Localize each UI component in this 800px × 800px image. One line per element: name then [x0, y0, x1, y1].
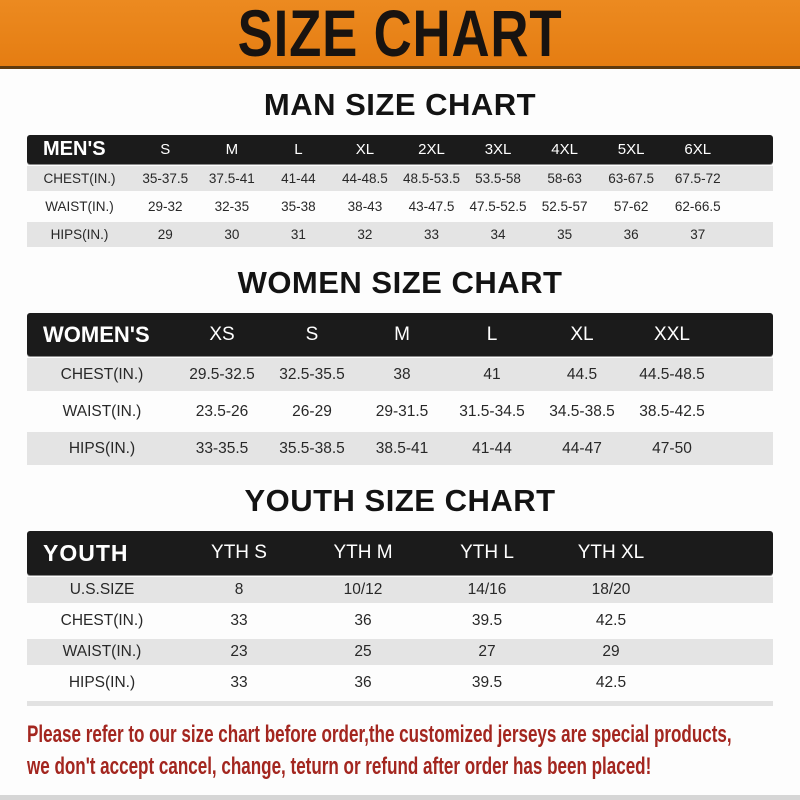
size-cell: 34.5-38.5: [549, 402, 615, 420]
size-column-header: 6XL: [684, 141, 712, 158]
size-column-header: YTH M: [333, 542, 393, 563]
size-cell: 47.5-52.5: [469, 199, 527, 214]
size-cell: 39.5: [471, 612, 503, 629]
size-column-header: XL: [355, 141, 375, 158]
table-header-label: MEN'S: [43, 138, 106, 160]
size-column-header: S: [160, 141, 171, 158]
size-column-header: 5XL: [617, 141, 645, 158]
size-cell: 30: [224, 227, 240, 242]
size-column-header: 2XL: [418, 141, 445, 158]
youth-section-title: YOUTH SIZE CHART: [244, 483, 556, 518]
size-column-header: XL: [570, 323, 594, 345]
size-cell: 35: [557, 227, 573, 242]
size-cell: 36: [354, 612, 372, 629]
size-cell: 67.5-72: [674, 171, 721, 186]
table-row: [27, 577, 773, 603]
footer-line-2: we don't accept cancel, change, teturn or refund after order has been placed!: [27, 753, 652, 780]
women-size-chart-section: [27, 266, 773, 465]
row-label: U.S.SIZE: [69, 581, 135, 598]
table-header-label: WOMEN'S: [43, 321, 150, 347]
row-label: WAIST(IN.): [62, 402, 142, 420]
size-cell: 14/16: [467, 581, 507, 598]
size-cell: 41: [483, 365, 501, 383]
row-label: CHEST(IN.): [60, 612, 144, 629]
size-cell: 48.5-53.5: [402, 171, 461, 186]
row-label: CHEST(IN.): [60, 365, 144, 383]
size-cell: 34: [490, 227, 506, 242]
size-column-header: YTH S: [211, 542, 267, 563]
size-cell: 35-38: [281, 199, 316, 214]
row-label: HIPS(IN.): [50, 227, 109, 242]
size-cell: 37.5-41: [208, 171, 255, 186]
size-cell: 63-67.5: [608, 171, 655, 186]
row-label: HIPS(IN.): [68, 674, 136, 691]
table-header-band: [27, 313, 773, 356]
table-header-band: [27, 531, 773, 575]
table-header-label: YOUTH: [43, 539, 129, 566]
size-cell: 33-35.5: [195, 439, 249, 457]
size-cell: 29.5-32.5: [189, 365, 255, 383]
size-cell: 27: [478, 643, 496, 660]
size-cell: 57-62: [613, 199, 649, 214]
table-row: [27, 670, 773, 696]
row-label: WAIST(IN.): [62, 643, 142, 660]
size-column-header: S: [305, 323, 319, 345]
man-size-chart-section: [27, 88, 773, 247]
row-label: WAIST(IN.): [45, 199, 114, 214]
size-cell: 23: [230, 643, 248, 660]
size-cell: 26-29: [292, 402, 332, 420]
size-cell: 29-32: [148, 199, 183, 214]
size-column-header: 3XL: [484, 141, 512, 158]
size-column-header: L: [486, 323, 498, 345]
size-cell: 44.5: [566, 365, 598, 383]
size-cell: 58-63: [547, 171, 582, 186]
size-cell: 8: [234, 581, 244, 598]
row-label: CHEST(IN.): [43, 171, 116, 186]
man-section-title: MAN SIZE CHART: [263, 87, 537, 122]
table-rows: [27, 577, 773, 706]
size-cell: 42.5: [595, 612, 627, 629]
size-cell: 43-47.5: [408, 199, 455, 214]
table-row: [27, 432, 773, 465]
youth-size-chart-section: [27, 484, 773, 706]
size-cell: 44-47: [562, 439, 602, 457]
size-cell: 41-44: [472, 439, 512, 457]
size-cell: 32: [357, 227, 373, 242]
size-column-header: YTH L: [460, 542, 514, 563]
banner-title: SIZE CHART: [237, 0, 563, 70]
size-cell: 36: [623, 227, 639, 242]
table-rows: [27, 358, 773, 465]
size-cell: 18/20: [591, 581, 631, 598]
size-cell: 37: [690, 227, 706, 242]
size-cell: 23.5-26: [195, 402, 249, 420]
size-column-header: XS: [209, 323, 235, 345]
size-cell: 33: [230, 674, 248, 691]
size-cell: 32.5-35.5: [279, 365, 345, 383]
size-cell: 44.5-48.5: [639, 365, 705, 383]
footer-line-1: Please refer to our size chart before order,the customized jerseys are special products,: [27, 721, 732, 748]
size-cell: 41-44: [281, 171, 316, 186]
row-label: HIPS(IN.): [68, 439, 136, 457]
size-cell: 29: [602, 643, 620, 660]
size-cell: 31: [290, 227, 306, 242]
size-cell: 62-66.5: [674, 199, 721, 214]
size-cell: 36: [354, 674, 372, 691]
table-row: [27, 358, 773, 391]
size-column-header: M: [394, 323, 410, 345]
table-row: [27, 608, 773, 634]
size-cell: 44-48.5: [342, 171, 388, 186]
size-cell: 38.5-41: [375, 439, 429, 457]
size-cell: 38.5-42.5: [639, 402, 705, 420]
bottom-edge-strip: [0, 795, 800, 800]
table-row: [27, 194, 773, 219]
size-cell: 52.5-57: [541, 199, 588, 214]
size-cell: 32-35: [214, 199, 250, 214]
size-cell: 31.5-34.5: [459, 402, 525, 420]
table-row: [27, 395, 773, 428]
size-column-header: YTH XL: [577, 542, 645, 563]
size-cell: 35.5-38.5: [279, 439, 345, 457]
size-cell: 10/12: [343, 581, 383, 598]
women-section-title: WOMEN SIZE CHART: [237, 265, 563, 300]
size-cell: 33: [423, 227, 439, 242]
man-size-table: [27, 135, 773, 247]
size-cell: 39.5: [471, 674, 503, 691]
footer-note: [27, 719, 773, 783]
size-cell: 47-50: [652, 439, 692, 457]
table-row: [27, 166, 773, 191]
size-cell: 35-37.5: [142, 171, 189, 186]
size-cell: 53.5-58: [475, 171, 521, 186]
size-column-header: M: [225, 141, 239, 158]
size-column-header: L: [294, 141, 303, 158]
size-cell: 29-31.5: [375, 402, 429, 420]
youth-size-table: [27, 531, 773, 706]
table-row: [27, 639, 773, 665]
table-header-band: [27, 135, 773, 164]
size-cell: 33: [230, 612, 248, 629]
size-cell: 29: [157, 227, 173, 242]
women-size-table: [27, 313, 773, 465]
size-cell: 25: [354, 643, 372, 660]
size-cell: 38: [393, 365, 411, 383]
size-column-header: XXL: [654, 323, 690, 345]
size-cell: 38-43: [347, 199, 383, 214]
size-chart-banner: [0, 0, 800, 69]
size-cell: 42.5: [595, 674, 627, 691]
table-rows: [27, 166, 773, 247]
size-column-header: 4XL: [551, 141, 578, 158]
table-row: [27, 222, 773, 247]
